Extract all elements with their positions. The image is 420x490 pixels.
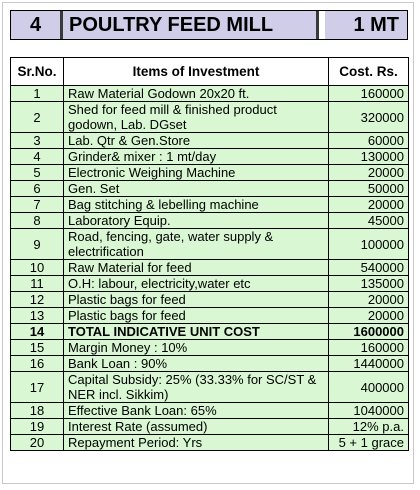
table-row bbox=[11, 102, 409, 133]
row-sr: 6 bbox=[11, 181, 64, 197]
row-sr: 20 bbox=[11, 435, 64, 451]
row-item: Road, fencing, gate, water supply & electrification bbox=[64, 229, 329, 260]
row-cost: 100000 bbox=[329, 229, 409, 260]
row-sr: 5 bbox=[11, 165, 64, 181]
row-sr: 10 bbox=[11, 260, 64, 276]
row-item: Plastic bags for feed bbox=[64, 308, 329, 324]
row-sr: 17 bbox=[11, 372, 64, 403]
row-cost: 12% p.a. bbox=[329, 419, 409, 435]
row-item: Repayment Period: Yrs bbox=[64, 435, 329, 451]
row-item: Grinder& mixer : 1 mt/day bbox=[64, 149, 329, 165]
section-number: 4 bbox=[11, 11, 63, 39]
row-item: Plastic bags for feed bbox=[64, 292, 329, 308]
row-cost: 20000 bbox=[329, 292, 409, 308]
table-row bbox=[11, 181, 409, 197]
row-item: TOTAL INDICATIVE UNIT COST bbox=[64, 324, 329, 340]
column-header-item: Items of Investment bbox=[64, 58, 329, 86]
row-cost: 135000 bbox=[329, 276, 409, 292]
section-title: POULTRY FEED MILL bbox=[63, 11, 319, 39]
row-cost: 160000 bbox=[329, 340, 409, 356]
table-row bbox=[11, 403, 409, 419]
row-item: Bank Loan : 90% bbox=[64, 356, 329, 372]
row-cost: 50000 bbox=[329, 181, 409, 197]
table-row bbox=[11, 435, 409, 451]
row-item: Margin Money : 10% bbox=[64, 340, 329, 356]
table-row bbox=[11, 165, 409, 181]
row-cost: 1440000 bbox=[329, 356, 409, 372]
row-sr: 15 bbox=[11, 340, 64, 356]
table-row bbox=[11, 213, 409, 229]
table-row bbox=[11, 340, 409, 356]
row-item: O.H: labour, electricity,water etc bbox=[64, 276, 329, 292]
table-row bbox=[11, 197, 409, 213]
table-row bbox=[11, 260, 409, 276]
row-item: Capital Subsidy: 25% (33.33% for SC/ST & NER incl. Sikkim) bbox=[64, 372, 329, 403]
row-sr: 7 bbox=[11, 197, 64, 213]
row-sr: 18 bbox=[11, 403, 64, 419]
row-item: Raw Material for feed bbox=[64, 260, 329, 276]
row-sr: 4 bbox=[11, 149, 64, 165]
row-item: Interest Rate (assumed) bbox=[64, 419, 329, 435]
row-cost: 400000 bbox=[329, 372, 409, 403]
row-sr: 16 bbox=[11, 356, 64, 372]
row-item: Laboratory Equip. bbox=[64, 213, 329, 229]
row-sr: 3 bbox=[11, 133, 64, 149]
row-cost: 1040000 bbox=[329, 403, 409, 419]
table-row bbox=[11, 133, 409, 149]
table-row bbox=[11, 308, 409, 324]
investment-table bbox=[10, 57, 409, 451]
row-cost: 1600000 bbox=[329, 324, 409, 340]
row-sr: 19 bbox=[11, 419, 64, 435]
table-row bbox=[11, 276, 409, 292]
row-cost: 540000 bbox=[329, 260, 409, 276]
column-header-sr: Sr.No. bbox=[11, 58, 64, 86]
row-cost: 20000 bbox=[329, 197, 409, 213]
table-header-row bbox=[11, 58, 409, 86]
row-item: Electronic Weighing Machine bbox=[64, 165, 329, 181]
row-sr: 8 bbox=[11, 213, 64, 229]
row-sr: 9 bbox=[11, 229, 64, 260]
row-sr: 14 bbox=[11, 324, 64, 340]
table-row bbox=[11, 86, 409, 102]
row-item: Lab. Qtr & Gen.Store bbox=[64, 133, 329, 149]
row-item: Shed for feed mill & finished product godown, Lab. DGset bbox=[64, 102, 329, 133]
column-header-cost: Cost. Rs. bbox=[329, 58, 409, 86]
row-cost: 320000 bbox=[329, 102, 409, 133]
section-header bbox=[10, 10, 408, 40]
table-row bbox=[11, 292, 409, 308]
row-item: Gen. Set bbox=[64, 181, 329, 197]
row-item: Effective Bank Loan: 65% bbox=[64, 403, 329, 419]
section-capacity: 1 MT bbox=[325, 11, 407, 39]
row-cost: 160000 bbox=[329, 86, 409, 102]
table-row bbox=[11, 356, 409, 372]
row-cost: 130000 bbox=[329, 149, 409, 165]
row-item: Raw Material Godown 20x20 ft. bbox=[64, 86, 329, 102]
row-cost: 20000 bbox=[329, 308, 409, 324]
row-cost: 45000 bbox=[329, 213, 409, 229]
row-cost: 20000 bbox=[329, 165, 409, 181]
row-sr: 13 bbox=[11, 308, 64, 324]
table-row bbox=[11, 149, 409, 165]
row-sr: 11 bbox=[11, 276, 64, 292]
row-cost: 5 + 1 grace bbox=[329, 435, 409, 451]
total-row bbox=[11, 324, 409, 340]
row-sr: 1 bbox=[11, 86, 64, 102]
row-cost: 60000 bbox=[329, 133, 409, 149]
table-row bbox=[11, 229, 409, 260]
row-item: Bag stitching & lebelling machine bbox=[64, 197, 329, 213]
row-sr: 2 bbox=[11, 102, 64, 133]
table-row bbox=[11, 419, 409, 435]
table-row bbox=[11, 372, 409, 403]
row-sr: 12 bbox=[11, 292, 64, 308]
